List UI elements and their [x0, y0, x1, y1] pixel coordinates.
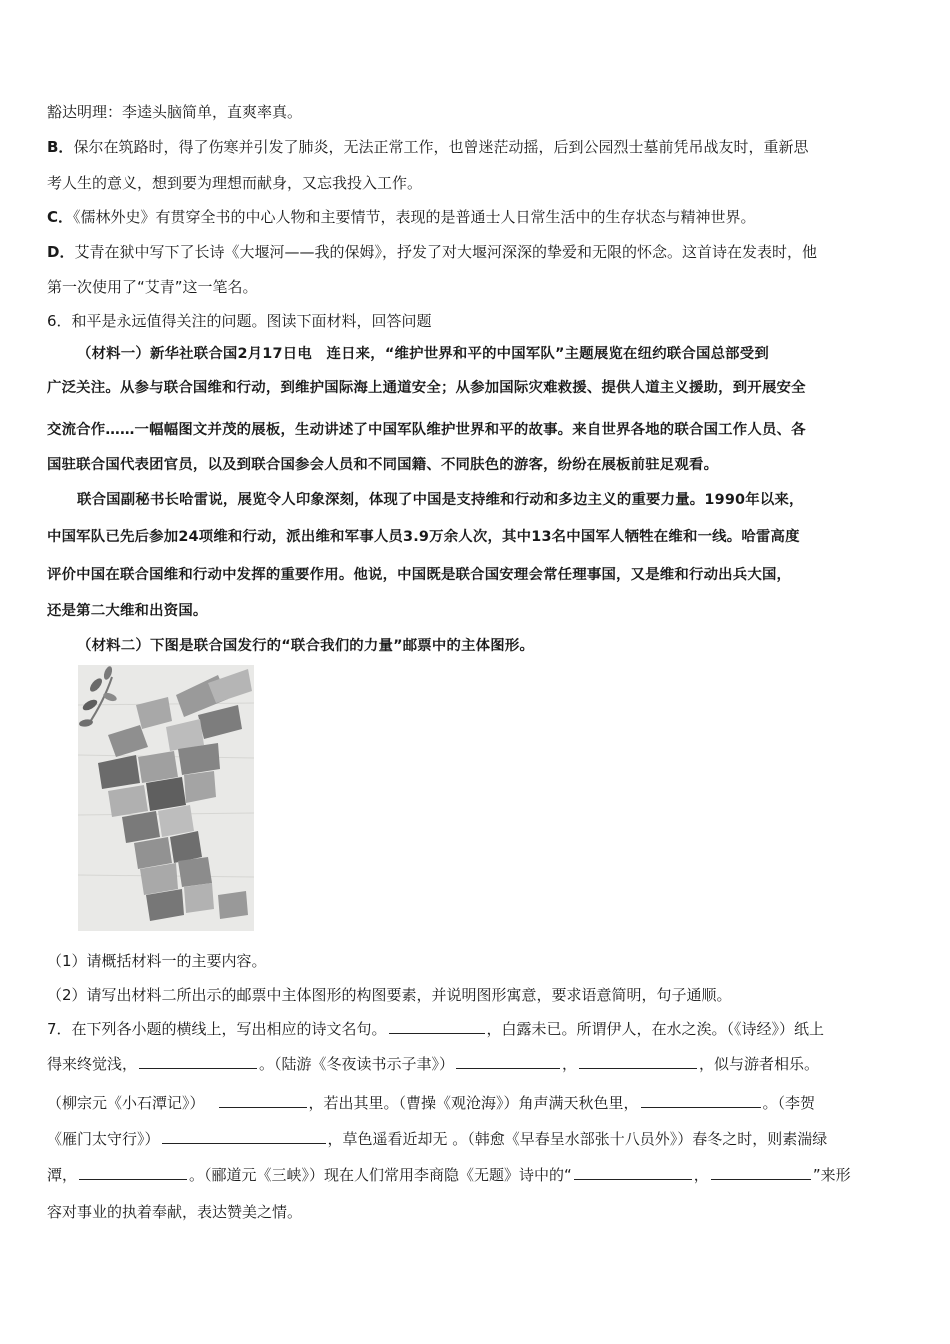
q7-line-2 — [47, 1054, 907, 1074]
q7-line-4 — [47, 1129, 907, 1149]
q7-text-5d: ”来形 — [812, 1166, 851, 1184]
material-1-line-8: 还是第二大维和出资国。 — [47, 603, 208, 619]
material-1-line-3: 交流合作……一幅幅图文并茂的展板，生动讲述了中国军队维护世界和平的故事。来自世界各地的联合国工作人员、各 — [47, 422, 806, 438]
q7-text-5b: 。（郦道元《三峡》）现在人们常用李商隐《无题》诗中的“ — [189, 1166, 572, 1184]
option-c-label: C． — [47, 208, 74, 226]
q7-text-2b: 。（陆游《冬夜读书示子聿》） — [259, 1055, 455, 1073]
material-1-line-7: 评价中国在联合国维和行动中发挥的重要作用。他说，中国既是联合国安理会常任理事国，又是维和行动出兵大国， — [47, 567, 792, 583]
q5-option-d — [47, 242, 907, 262]
q7-text-2d: ，似与游者相乐。 — [699, 1055, 820, 1073]
answer-blank-7[interactable] — [162, 1129, 326, 1144]
q5-option-d-line2 — [47, 277, 907, 297]
q7-line-5 — [47, 1165, 907, 1185]
option-d-text-cont: 第一次使用了“艾青”这一笔名。 — [47, 278, 258, 296]
option-d-text: 艾青在狱中写下了长诗《大堰河——我的保姆》，抒发了对大堰河深深的挚爱和无限的怀念。这首诗在发表时，他 — [74, 243, 817, 261]
q7-text-5a: 潭， — [47, 1166, 78, 1184]
answer-blank-2[interactable] — [139, 1054, 257, 1069]
answer-blank-5[interactable] — [219, 1093, 307, 1108]
option-b-text: 保尔在筑路时，得了伤寒并引发了肺炎，无法正常工作，也曾迷茫动摇，后到公园烈士墓前凭吊战友时，重新思 — [73, 138, 809, 156]
sub-question-1-text: （1）请概括材料一的主要内容。 — [47, 952, 267, 970]
answer-blank-3[interactable] — [456, 1054, 560, 1069]
q7-text-2a: 得来终觉浅， — [47, 1055, 138, 1073]
option-b-label: B． — [47, 138, 74, 156]
material-1-line-6: 中国军队已先后参加24项维和行动，派出维和军事人员3.9万余人次，其中13名中国军人牺牲在维和一线。哈雷高度 — [47, 529, 800, 545]
answer-blank-8[interactable] — [79, 1165, 187, 1180]
q5-option-a-tail — [47, 102, 907, 122]
option-b-text-cont: 考人生的意义，想到要为理想而献身，又忘我投入工作。 — [47, 174, 423, 192]
material-1-line-4: 国驻联合国代表团官员，以及到联合国参会人员和不同国籍、不同肤色的游客，纷纷在展板前驻足观看。 — [47, 457, 719, 473]
q7-text-2c: ， — [562, 1055, 578, 1073]
q7-text-3c: 。（李贺 — [762, 1094, 816, 1112]
q7-text-3b: ，若出其里。（曹操《观沧海》）角声满天秋色里， — [308, 1094, 639, 1112]
material-1-line-5: 联合国副秘书长哈雷说，展览令人印象深刻，体现了中国是支持维和行动和多边主义的重要力量。1990年以来， — [77, 492, 804, 508]
answer-blank-10[interactable] — [711, 1165, 811, 1180]
material-2-line-1: （材料二）下图是联合国发行的“联合我们的力量”邮票中的主体图形。 — [77, 638, 535, 654]
q7-stem: 7．在下列各小题的横线上，写出相应的诗文名句。 — [47, 1020, 387, 1038]
answer-blank-9[interactable] — [574, 1165, 692, 1180]
answer-blank-1[interactable] — [389, 1019, 485, 1034]
q5-option-c — [47, 207, 907, 227]
q5-option-b — [47, 137, 907, 157]
material-1-line-1: （材料一）新华社联合国2月17日电 连日来，“维护世界和平的中国军队”主题展览在纽约联合国总部受到 — [77, 346, 769, 362]
q7-text-6: 容对事业的执着奉献，表达赞美之情。 — [47, 1203, 303, 1221]
un-stamp-image — [78, 665, 254, 931]
q7-line-1 — [47, 1019, 907, 1039]
q7-text-3a: （柳宗元《小石潭记》） — [47, 1094, 205, 1112]
q7-text-4a: 《雁门太守行》） — [47, 1130, 160, 1148]
q5-option-a-text: 豁达明理：李逵头脑简单，直爽率真。 — [47, 103, 303, 121]
q6-stem — [47, 311, 907, 331]
answer-blank-4[interactable] — [579, 1054, 697, 1069]
sub-question-2-text: （2）请写出材料二所出示的邮票中主体图形的构图要素，并说明图形寓意，要求语意简明，句子通顺。 — [47, 986, 732, 1004]
q7-text-5c: ， — [693, 1166, 709, 1184]
q6-stem-text: 6．和平是永远值得关注的问题。图读下面材料，回答问题 — [47, 312, 432, 330]
option-c-text: 《儒林外史》有贯穿全书的中心人物和主要情节，表现的是普通士人日常生活中的生存状态与精神世界。 — [73, 208, 756, 226]
q6-sub-question-1 — [47, 951, 907, 971]
q7-text-1b: ，白露未已。所谓伊人，在水之涘。（《诗经》）纸上 — [486, 1020, 825, 1038]
q7-line-3 — [47, 1093, 907, 1113]
answer-blank-6[interactable] — [641, 1093, 761, 1108]
q7-text-4b: ，草色遥看近却无 。（韩愈《早春呈水部张十八员外》）春冬之时，则素湍绿 — [327, 1130, 828, 1148]
q7-line-6 — [47, 1202, 907, 1222]
q5-option-b-line2 — [47, 173, 907, 193]
material-1-line-2: 广泛关注。从参与联合国维和行动，到维护国际海上通道安全；从参加国际灾难救援、提供人道主义援助，到开展安全 — [47, 380, 806, 396]
option-d-label: D． — [47, 243, 75, 261]
q6-sub-question-2 — [47, 985, 907, 1005]
